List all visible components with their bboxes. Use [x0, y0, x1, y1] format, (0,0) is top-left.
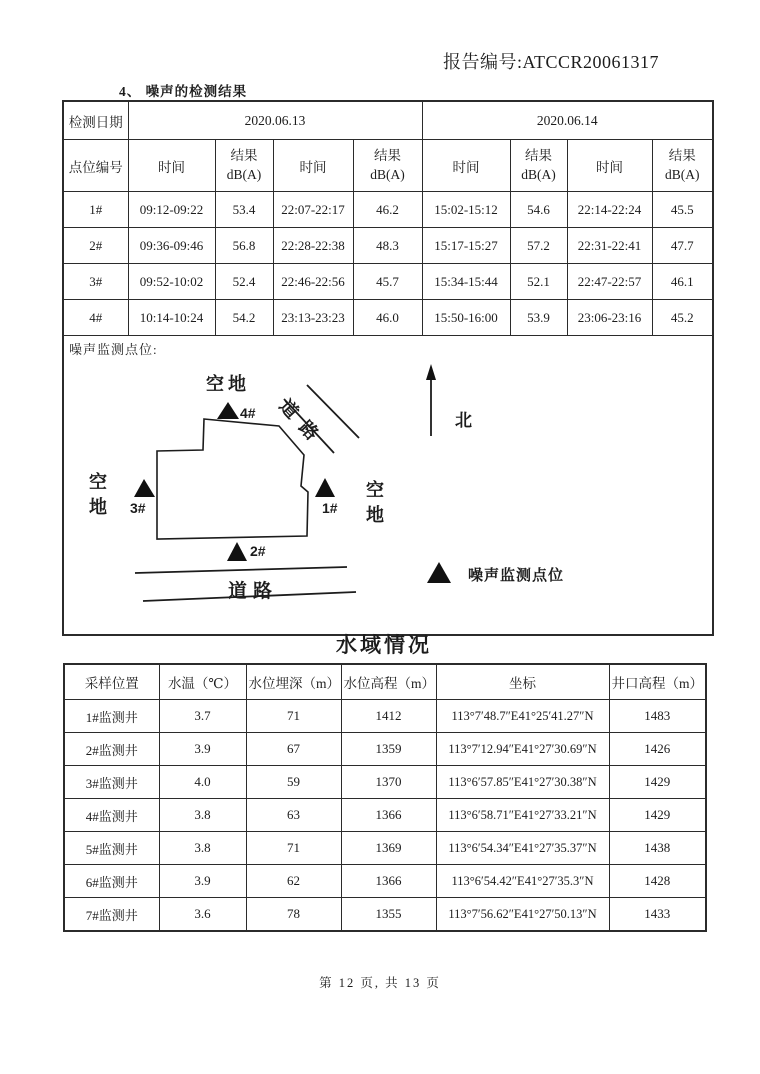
result-header-line2: dB(A) [665, 166, 700, 182]
site-map-cell [63, 336, 713, 636]
depth-cell: 78 [246, 898, 341, 932]
result-header-line2: dB(A) [521, 166, 556, 182]
time-cell: 23:13-23:23 [273, 300, 353, 336]
well-cell: 5#监测井 [64, 832, 159, 865]
table-row [64, 799, 706, 832]
result-cell: 54.6 [510, 192, 567, 228]
water-header-cell: 采样位置 [64, 664, 159, 700]
north-arrow-head-icon [426, 364, 436, 380]
site-map-drawing [64, 336, 712, 634]
time-cell: 09:36-09:46 [128, 228, 215, 264]
coord-cell: 113°7′48.7″E41°25′41.27″N [436, 700, 609, 733]
water-header-cell: 坐标 [436, 664, 609, 700]
time-cell: 09:52-10:02 [128, 264, 215, 300]
wellhead-cell: 1426 [609, 733, 706, 766]
marker-label-1: 1# [322, 500, 338, 516]
well-cell: 7#监测井 [64, 898, 159, 932]
wellhead-cell: 1428 [609, 865, 706, 898]
result-cell: 56.8 [215, 228, 273, 264]
depth-cell: 63 [246, 799, 341, 832]
result-header-cell [353, 140, 422, 192]
open-area-label-top: 空地 [206, 374, 250, 394]
well-cell: 4#监测井 [64, 799, 159, 832]
result-header-cell [510, 140, 567, 192]
table-row [63, 192, 713, 228]
time-cell: 15:17-15:27 [422, 228, 510, 264]
result-header-line1: 结果 [374, 148, 401, 164]
road-label-lower: 道路 [228, 581, 279, 602]
noise-results-table [62, 100, 714, 636]
result-cell: 53.4 [215, 192, 273, 228]
result-cell: 52.1 [510, 264, 567, 300]
elevation-cell: 1366 [341, 799, 436, 832]
table-row [64, 664, 706, 700]
table-row [64, 766, 706, 799]
result-header-line1: 结果 [230, 148, 258, 164]
time-header-cell: 时间 [128, 140, 215, 192]
result-header-line1: 结果 [668, 148, 696, 164]
time-header-cell: 时间 [422, 140, 510, 192]
result-cell: 52.4 [215, 264, 273, 300]
north-label: 北 [455, 411, 472, 430]
building-outline [157, 419, 308, 539]
point-cell: 3# [63, 264, 128, 300]
result-cell: 47.7 [652, 228, 713, 264]
date-cell: 2020.06.14 [422, 101, 713, 140]
date-label-cell: 检测日期 [63, 101, 128, 140]
table-row [64, 733, 706, 766]
temp-cell: 3.7 [159, 700, 246, 733]
noise-marker-2-icon [227, 542, 247, 561]
section-title: 4、 噪声的检测结果 [119, 84, 248, 99]
water-table [63, 663, 707, 932]
depth-cell: 59 [246, 766, 341, 799]
water-section-title: 水域情况 [336, 633, 432, 657]
coord-cell: 113°6′57.85″E41°27′30.38″N [436, 766, 609, 799]
result-cell: 53.9 [510, 300, 567, 336]
result-cell: 57.2 [510, 228, 567, 264]
depth-cell: 62 [246, 865, 341, 898]
result-cell: 46.0 [353, 300, 422, 336]
table-row [63, 336, 713, 636]
result-cell: 46.2 [353, 192, 422, 228]
water-header-cell: 水位高程（m） [341, 664, 436, 700]
date-cell: 2020.06.13 [128, 101, 422, 140]
noise-marker-1-icon [315, 478, 335, 497]
wellhead-cell: 1483 [609, 700, 706, 733]
elevation-cell: 1366 [341, 865, 436, 898]
result-cell: 45.2 [652, 300, 713, 336]
time-cell: 22:46-22:56 [273, 264, 353, 300]
road-label-upper: 道路 [275, 395, 330, 452]
time-cell: 22:07-22:17 [273, 192, 353, 228]
temp-cell: 3.8 [159, 832, 246, 865]
time-cell: 15:50-16:00 [422, 300, 510, 336]
table-row [63, 300, 713, 336]
coord-cell: 113°6′54.34″E41°27′35.37″N [436, 832, 609, 865]
time-cell: 10:14-10:24 [128, 300, 215, 336]
time-cell: 22:28-22:38 [273, 228, 353, 264]
depth-cell: 67 [246, 733, 341, 766]
wellhead-cell: 1429 [609, 766, 706, 799]
elevation-cell: 1412 [341, 700, 436, 733]
result-header-line2: dB(A) [226, 166, 262, 182]
time-cell: 15:34-15:44 [422, 264, 510, 300]
site-map [64, 336, 712, 634]
map-caption: 噪声监测点位: [69, 342, 158, 357]
table-row [63, 228, 713, 264]
well-cell: 1#监测井 [64, 700, 159, 733]
depth-cell: 71 [246, 832, 341, 865]
coord-cell: 113°6′54.42″E41°27′35.3″N [436, 865, 609, 898]
table-row [64, 865, 706, 898]
elevation-cell: 1370 [341, 766, 436, 799]
water-header-cell: 水温（℃） [159, 664, 246, 700]
point-cell: 1# [63, 192, 128, 228]
time-cell: 22:14-22:24 [567, 192, 652, 228]
noise-marker-3-icon [134, 479, 155, 497]
temp-cell: 3.6 [159, 898, 246, 932]
result-header-cell [215, 140, 273, 192]
time-cell: 15:02-15:12 [422, 192, 510, 228]
coord-cell: 113°6′58.71″E41°27′33.21″N [436, 799, 609, 832]
wellhead-cell: 1429 [609, 799, 706, 832]
time-header-cell: 时间 [273, 140, 353, 192]
wellhead-cell: 1438 [609, 832, 706, 865]
elevation-cell: 1355 [341, 898, 436, 932]
result-cell: 46.1 [652, 264, 713, 300]
result-cell: 45.5 [652, 192, 713, 228]
table-row [64, 832, 706, 865]
noise-marker-4-icon [217, 402, 239, 419]
table-row [63, 101, 713, 140]
coord-cell: 113°7′56.62″E41°27′50.13″N [436, 898, 609, 932]
wellhead-cell: 1433 [609, 898, 706, 932]
table-row [64, 898, 706, 932]
marker-label-3: 3# [130, 500, 146, 516]
result-cell: 45.7 [353, 264, 422, 300]
table-row [63, 140, 713, 192]
water-header-cell: 水位埋深（m） [246, 664, 341, 700]
open-area-label-right: 空地 [364, 480, 384, 530]
result-header-cell [652, 140, 713, 192]
point-cell: 4# [63, 300, 128, 336]
page-footer: 第 12 页, 共 13 页 [319, 976, 441, 990]
open-area-label-left: 空地 [87, 472, 107, 522]
point-cell: 2# [63, 228, 128, 264]
table-row [63, 264, 713, 300]
well-cell: 2#监测井 [64, 733, 159, 766]
depth-cell: 71 [246, 700, 341, 733]
well-cell: 3#监测井 [64, 766, 159, 799]
elevation-cell: 1359 [341, 733, 436, 766]
result-cell: 54.2 [215, 300, 273, 336]
result-header-line2: dB(A) [370, 166, 405, 182]
time-cell: 22:31-22:41 [567, 228, 652, 264]
time-cell: 22:47-22:57 [567, 264, 652, 300]
point-label-cell: 点位编号 [63, 140, 128, 192]
legend-marker-icon [427, 562, 451, 583]
temp-cell: 3.8 [159, 799, 246, 832]
report-number: 报告编号:ATCCR20061317 [443, 52, 660, 72]
time-cell: 09:12-09:22 [128, 192, 215, 228]
road-lower-line [135, 567, 347, 573]
legend-label: 噪声监测点位 [468, 568, 565, 584]
marker-label-4: 4# [240, 405, 256, 421]
result-cell: 48.3 [353, 228, 422, 264]
coord-cell: 113°7′12.94″E41°27′30.69″N [436, 733, 609, 766]
table-row [64, 700, 706, 733]
elevation-cell: 1369 [341, 832, 436, 865]
water-header-cell: 井口高程（m） [609, 664, 706, 700]
time-header-cell: 时间 [567, 140, 652, 192]
marker-label-2: 2# [250, 543, 266, 559]
well-cell: 6#监测井 [64, 865, 159, 898]
temp-cell: 4.0 [159, 766, 246, 799]
temp-cell: 3.9 [159, 865, 246, 898]
result-header-line1: 结果 [525, 148, 552, 164]
time-cell: 23:06-23:16 [567, 300, 652, 336]
temp-cell: 3.9 [159, 733, 246, 766]
